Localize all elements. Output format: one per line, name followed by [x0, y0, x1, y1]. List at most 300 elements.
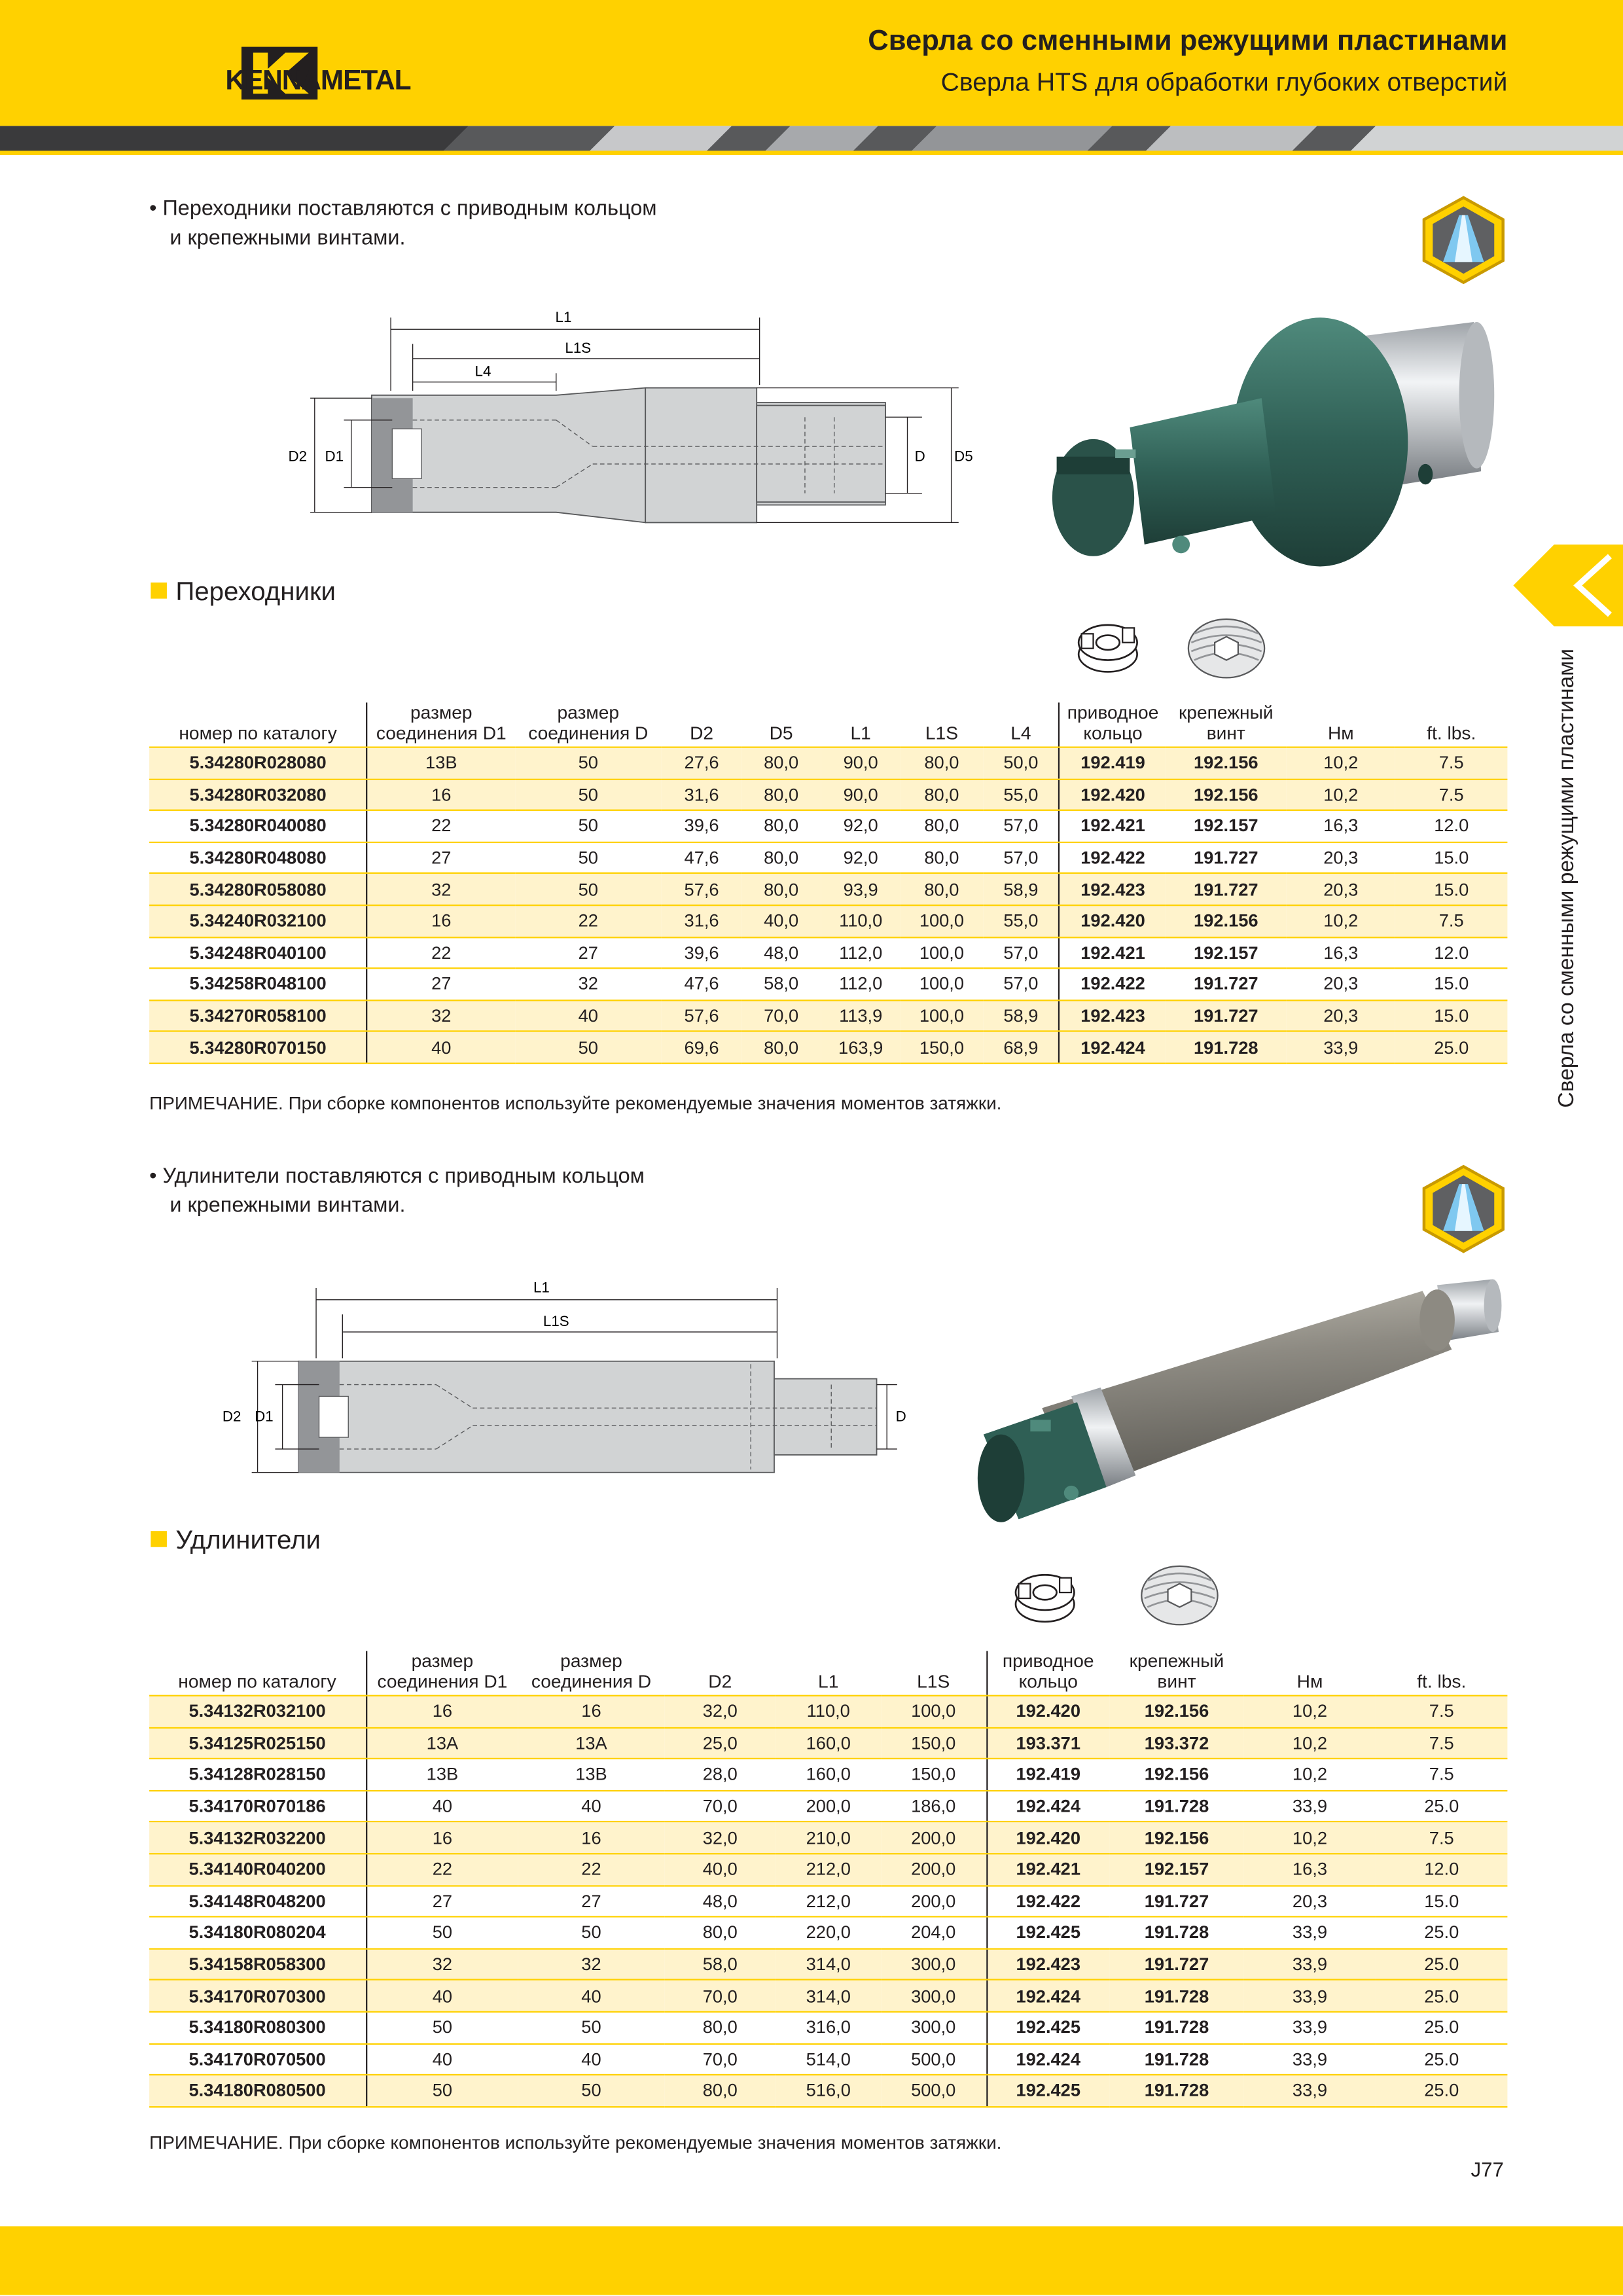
table-cell: 192.156 — [1109, 1822, 1244, 1854]
table-cell: 20,3 — [1287, 874, 1396, 905]
adapters-note: ПРИМЕЧАНИЕ. При сборке компонентов используйте рекомендуемые значения моментов затяжки. — [149, 1093, 1002, 1114]
table-cell: 13B — [367, 747, 514, 779]
table-cell: 16,3 — [1244, 1854, 1376, 1885]
table-cell: 5.34180R080204 — [149, 1917, 366, 1948]
adapters-table-header — [149, 702, 1507, 747]
table-cell: 40 — [366, 1980, 518, 2011]
table-cell: 50 — [514, 842, 662, 874]
ext-col-l1: L1 — [776, 1651, 881, 1696]
page-title: Сверла со сменными режущими пластинами — [868, 25, 1508, 58]
table-cell: 25.0 — [1376, 1980, 1507, 2011]
table-cell: 192.156 — [1166, 905, 1287, 937]
extensions-table-body — [149, 1696, 1507, 2107]
table-cell: 48,0 — [741, 937, 821, 968]
table-cell: 191.728 — [1109, 1980, 1244, 2011]
table-row — [149, 1980, 1507, 2011]
table-cell: 191.728 — [1109, 2043, 1244, 2075]
table-cell: 20,3 — [1244, 1885, 1376, 1916]
table-cell: 192.420 — [1060, 779, 1166, 810]
table-cell: 80,0 — [901, 779, 983, 810]
table-cell: 500,0 — [881, 2075, 986, 2106]
label-D1: D1 — [325, 448, 344, 465]
table-cell: 40,0 — [664, 1854, 776, 1885]
table-cell: 7.5 — [1395, 747, 1507, 779]
table-cell: 57,6 — [662, 874, 741, 905]
table-cell: 10,2 — [1287, 905, 1396, 937]
table-cell: 212,0 — [776, 1885, 881, 1916]
table-cell: 192.421 — [1060, 810, 1166, 842]
table-row — [149, 874, 1507, 905]
table-cell: 191.727 — [1166, 969, 1287, 1000]
table-cell: 192.424 — [986, 2043, 1109, 2075]
table-cell: 22 — [367, 810, 514, 842]
table-cell: 22 — [367, 937, 514, 968]
table-row — [149, 810, 1507, 842]
table-cell: 58,0 — [741, 969, 821, 1000]
ext-label-D: D — [895, 1408, 906, 1425]
table-cell: 57,0 — [983, 969, 1060, 1000]
table-cell: 10,2 — [1244, 1727, 1376, 1759]
table-cell: 80,0 — [741, 779, 821, 810]
table-cell: 80,0 — [664, 2012, 776, 2043]
col-d5: D5 — [741, 702, 821, 747]
adapter-technical-drawing — [278, 300, 980, 534]
table-cell: 160,0 — [776, 1759, 881, 1790]
table-cell: 193.371 — [986, 1727, 1109, 1759]
table-cell: 33,9 — [1287, 1031, 1396, 1063]
table-cell: 200,0 — [881, 1822, 986, 1854]
page-number: J77 — [1471, 2157, 1504, 2181]
table-cell: 33,9 — [1244, 1917, 1376, 1948]
table-cell: 32 — [518, 1948, 665, 1980]
label-L1S: L1S — [565, 339, 592, 356]
table-cell: 191.728 — [1109, 1791, 1244, 1822]
table-cell: 5.34280R032080 — [149, 779, 367, 810]
table-cell: 316,0 — [776, 2012, 881, 2043]
table-cell: 50 — [514, 810, 662, 842]
page-subtitle: Сверла HTS для обработки глубоких отверстий — [940, 67, 1508, 97]
table-cell: 32 — [367, 1000, 514, 1031]
table-cell: 192.156 — [1166, 747, 1287, 779]
table-cell: 80,0 — [901, 842, 983, 874]
logo-text: KENNAMETAL — [225, 65, 411, 97]
table-cell: 5.34170R070500 — [149, 2043, 366, 2075]
table-cell: 50 — [518, 2075, 665, 2106]
table-cell: 5.34158R058300 — [149, 1948, 366, 1980]
table-cell: 5.34280R040080 — [149, 810, 367, 842]
table-cell: 25.0 — [1376, 1791, 1507, 1822]
table-row — [149, 1759, 1507, 1790]
label-L1: L1 — [555, 308, 572, 325]
table-row — [149, 1885, 1507, 1916]
table-cell: 55,0 — [983, 779, 1060, 810]
table-cell: 22 — [518, 1854, 665, 1885]
label-D2: D2 — [288, 448, 308, 465]
table-cell: 15.0 — [1395, 874, 1507, 905]
table-cell: 40,0 — [741, 905, 821, 937]
table-cell: 40 — [518, 1980, 665, 2011]
extension-product-image — [954, 1274, 1510, 1537]
table-cell: 5.34280R070150 — [149, 1031, 367, 1063]
col-ftlbs: ft. lbs. — [1395, 702, 1507, 747]
table-cell: 192.424 — [1060, 1031, 1166, 1063]
table-cell: 10,2 — [1244, 1759, 1376, 1790]
table-cell: 33,9 — [1244, 2075, 1376, 2106]
table-cell: 33,9 — [1244, 2012, 1376, 2043]
ext-label-D2: D2 — [222, 1408, 241, 1425]
table-row — [149, 747, 1507, 779]
table-cell: 192.420 — [986, 1822, 1109, 1854]
table-cell: 15.0 — [1376, 1885, 1507, 1916]
table-row — [149, 969, 1507, 1000]
table-cell: 50 — [366, 2012, 518, 2043]
label-D: D — [914, 448, 925, 465]
table-cell: 50 — [514, 1031, 662, 1063]
table-cell: 7.5 — [1376, 1727, 1507, 1759]
table-cell: 31,6 — [662, 905, 741, 937]
table-cell: 50 — [514, 779, 662, 810]
table-cell: 12.0 — [1395, 937, 1507, 968]
table-cell: 27 — [518, 1885, 665, 1916]
table-cell: 80,0 — [901, 874, 983, 905]
table-cell: 15.0 — [1395, 1000, 1507, 1031]
drive-ring-icon — [1073, 611, 1149, 687]
table-cell: 40 — [366, 2043, 518, 2075]
table-row — [149, 1822, 1507, 1854]
table-cell: 13B — [518, 1759, 665, 1790]
table-cell: 516,0 — [776, 2075, 881, 2106]
table-cell: 191.727 — [1166, 874, 1287, 905]
table-cell: 70,0 — [664, 2043, 776, 2075]
ext-label-L1: L1 — [533, 1279, 550, 1296]
table-cell: 70,0 — [664, 1980, 776, 2011]
drive-ring-icon-2 — [1010, 1560, 1086, 1636]
table-cell: 192.425 — [986, 1917, 1109, 1948]
table-cell: 192.157 — [1109, 1854, 1244, 1885]
table-row — [149, 1854, 1507, 1885]
table-cell: 100,0 — [901, 937, 983, 968]
table-cell: 191.727 — [1166, 1000, 1287, 1031]
adapter-product-image — [1042, 310, 1510, 581]
table-cell: 25,0 — [664, 1727, 776, 1759]
col-d: размер соединения D — [514, 702, 662, 747]
table-cell: 5.34128R028150 — [149, 1759, 366, 1790]
table-cell: 32,0 — [664, 1696, 776, 1727]
table-cell: 16 — [518, 1696, 665, 1727]
table-cell: 50 — [514, 874, 662, 905]
table-cell: 80,0 — [741, 1031, 821, 1063]
ext-label-D1: D1 — [255, 1408, 274, 1425]
table-cell: 50 — [366, 2075, 518, 2106]
table-cell: 93,9 — [821, 874, 901, 905]
adapters-bullet: • Переходники поставляются с приводным кольцом и крепежными винтами. — [149, 197, 657, 251]
ext-col-l1s: L1S — [881, 1651, 986, 1696]
table-cell: 27,6 — [662, 747, 741, 779]
ext-col-screw: крепежный винт — [1109, 1651, 1244, 1696]
table-cell: 40 — [518, 2043, 665, 2075]
table-cell: 300,0 — [881, 1980, 986, 2011]
table-cell: 191.727 — [1109, 1885, 1244, 1916]
table-cell: 90,0 — [821, 747, 901, 779]
table-cell: 112,0 — [821, 937, 901, 968]
table-cell: 25.0 — [1376, 2075, 1507, 2106]
table-cell: 40 — [518, 1791, 665, 1822]
table-cell: 150,0 — [881, 1727, 986, 1759]
table-cell: 50,0 — [983, 747, 1060, 779]
table-cell: 70,0 — [664, 1791, 776, 1822]
table-cell: 50 — [514, 747, 662, 779]
table-row — [149, 2012, 1507, 2043]
table-cell: 192.423 — [1060, 1000, 1166, 1031]
table-cell: 12.0 — [1376, 1854, 1507, 1885]
table-cell: 186,0 — [881, 1791, 986, 1822]
set-screw-icon-2 — [1135, 1557, 1223, 1633]
table-cell: 5.34125R025150 — [149, 1727, 366, 1759]
extensions-note: ПРИМЕЧАНИЕ. При сборке компонентов используйте рекомендуемые значения моментов затяжки. — [149, 2132, 1002, 2153]
table-cell: 47,6 — [662, 842, 741, 874]
table-cell: 5.34170R070300 — [149, 1980, 366, 2011]
table-row — [149, 1031, 1507, 1063]
table-cell: 16 — [367, 779, 514, 810]
table-cell: 5.34258R048100 — [149, 969, 367, 1000]
table-cell: 33,9 — [1244, 2043, 1376, 2075]
table-cell: 192.424 — [986, 1980, 1109, 2011]
table-cell: 5.34280R048080 — [149, 842, 367, 874]
table-cell: 192.425 — [986, 2075, 1109, 2106]
table-cell: 33,9 — [1244, 1980, 1376, 2011]
table-cell: 48,0 — [664, 1885, 776, 1916]
table-cell: 58,9 — [983, 1000, 1060, 1031]
table-cell: 16,3 — [1287, 937, 1396, 968]
table-cell: 57,0 — [983, 937, 1060, 968]
table-cell: 191.728 — [1166, 1031, 1287, 1063]
table-cell: 90,0 — [821, 779, 901, 810]
table-cell: 191.727 — [1166, 842, 1287, 874]
table-cell: 192.422 — [986, 1885, 1109, 1916]
extensions-table — [149, 1651, 1507, 2108]
extensions-table-header — [149, 1651, 1507, 1696]
table-cell: 100,0 — [881, 1696, 986, 1727]
table-row — [149, 1917, 1507, 1948]
table-cell: 150,0 — [901, 1031, 983, 1063]
col-l4: L4 — [983, 702, 1060, 747]
table-cell: 33,9 — [1244, 1791, 1376, 1822]
table-cell: 80,0 — [901, 810, 983, 842]
col-drive-ring: приводное кольцо — [1060, 702, 1166, 747]
table-cell: 314,0 — [776, 1980, 881, 2011]
table-cell: 31,6 — [662, 779, 741, 810]
table-cell: 314,0 — [776, 1948, 881, 1980]
table-cell: 200,0 — [776, 1791, 881, 1822]
table-cell: 7.5 — [1376, 1822, 1507, 1854]
table-cell: 27 — [514, 937, 662, 968]
ext-col-drive-ring: приводное кольцо — [986, 1651, 1109, 1696]
table-cell: 58,9 — [983, 874, 1060, 905]
table-cell: 80,0 — [741, 747, 821, 779]
table-cell: 13B — [366, 1759, 518, 1790]
ext-col-ftlbs: ft. lbs. — [1376, 1651, 1507, 1696]
coolant-hex-icon — [1419, 194, 1507, 285]
table-cell: 300,0 — [881, 1948, 986, 1980]
table-cell: 150,0 — [881, 1759, 986, 1790]
table-cell: 80,0 — [664, 2075, 776, 2106]
table-cell: 39,6 — [662, 810, 741, 842]
table-row — [149, 1791, 1507, 1822]
table-cell: 5.34132R032100 — [149, 1696, 366, 1727]
table-cell: 39,6 — [662, 937, 741, 968]
table-cell: 40 — [366, 1791, 518, 1822]
table-cell: 10,2 — [1244, 1822, 1376, 1854]
table-cell: 192.423 — [986, 1948, 1109, 1980]
table-cell: 192.157 — [1166, 937, 1287, 968]
table-cell: 25.0 — [1376, 1917, 1507, 1948]
table-row — [149, 1727, 1507, 1759]
table-cell: 15.0 — [1395, 842, 1507, 874]
table-row — [149, 937, 1507, 968]
col-d1: размер соединения D1 — [367, 702, 514, 747]
table-cell: 25.0 — [1395, 1031, 1507, 1063]
coolant-hex-icon-2 — [1419, 1164, 1507, 1255]
table-cell: 32 — [514, 969, 662, 1000]
adapters-section-title: Переходники — [151, 577, 336, 607]
table-cell: 57,0 — [983, 810, 1060, 842]
table-cell: 300,0 — [881, 2012, 986, 2043]
table-cell: 28,0 — [664, 1759, 776, 1790]
table-cell: 192.421 — [1060, 937, 1166, 968]
table-cell: 20,3 — [1287, 842, 1396, 874]
table-cell: 192.157 — [1166, 810, 1287, 842]
ext-col-d2: D2 — [664, 1651, 776, 1696]
table-cell: 25.0 — [1376, 1948, 1507, 1980]
table-cell: 70,0 — [741, 1000, 821, 1031]
table-cell: 163,9 — [821, 1031, 901, 1063]
table-cell: 16 — [366, 1696, 518, 1727]
table-row — [149, 842, 1507, 874]
label-L4: L4 — [474, 363, 491, 380]
table-row — [149, 779, 1507, 810]
col-catalog: номер по каталогу — [149, 702, 367, 747]
table-cell: 192.420 — [986, 1696, 1109, 1727]
table-cell: 192.156 — [1109, 1696, 1244, 1727]
header-stripes — [0, 126, 1623, 155]
table-cell: 5.34148R048200 — [149, 1885, 366, 1916]
table-cell: 191.727 — [1109, 1948, 1244, 1980]
table-cell: 68,9 — [983, 1031, 1060, 1063]
table-cell: 5.34280R028080 — [149, 747, 367, 779]
ext-label-L1S: L1S — [543, 1313, 569, 1330]
table-cell: 22 — [514, 905, 662, 937]
ext-col-d1: размер соединения D1 — [366, 1651, 518, 1696]
table-cell: 40 — [367, 1031, 514, 1063]
table-cell: 80,0 — [741, 842, 821, 874]
col-l1: L1 — [821, 702, 901, 747]
table-cell: 20,3 — [1287, 969, 1396, 1000]
table-cell: 5.34132R032200 — [149, 1822, 366, 1854]
table-cell: 192.423 — [1060, 874, 1166, 905]
table-row — [149, 1000, 1507, 1031]
adapters-table-body — [149, 747, 1507, 1064]
table-cell: 32 — [366, 1948, 518, 1980]
section-marker — [151, 583, 167, 599]
table-cell: 10,2 — [1287, 747, 1396, 779]
table-cell: 20,3 — [1287, 1000, 1396, 1031]
table-cell: 514,0 — [776, 2043, 881, 2075]
table-cell: 13A — [518, 1727, 665, 1759]
label-D5: D5 — [954, 448, 973, 465]
table-cell: 192.419 — [986, 1759, 1109, 1790]
table-cell: 113,9 — [821, 1000, 901, 1031]
table-row — [149, 905, 1507, 937]
table-cell: 220,0 — [776, 1917, 881, 1948]
table-cell: 160,0 — [776, 1727, 881, 1759]
extension-technical-drawing — [217, 1274, 919, 1493]
table-cell: 192.424 — [986, 1791, 1109, 1822]
table-row — [149, 2075, 1507, 2106]
table-cell: 7.5 — [1395, 779, 1507, 810]
table-cell: 110,0 — [821, 905, 901, 937]
table-cell: 191.728 — [1109, 2075, 1244, 2106]
ext-col-catalog: номер по каталогу — [149, 1651, 366, 1696]
table-cell: 192.422 — [1060, 842, 1166, 874]
table-cell: 5.34170R070186 — [149, 1791, 366, 1822]
table-cell: 5.34140R040200 — [149, 1854, 366, 1885]
table-cell: 5.34270R058100 — [149, 1000, 367, 1031]
table-cell: 200,0 — [881, 1854, 986, 1885]
side-label: Сверла со сменными режущими пластинами — [1554, 649, 1579, 1108]
table-cell: 40 — [514, 1000, 662, 1031]
table-cell: 5.34248R040100 — [149, 937, 367, 968]
table-cell: 7.5 — [1395, 905, 1507, 937]
table-cell: 50 — [518, 1917, 665, 1948]
table-cell: 50 — [518, 2012, 665, 2043]
table-cell: 7.5 — [1376, 1696, 1507, 1727]
table-cell: 12.0 — [1395, 810, 1507, 842]
table-cell: 200,0 — [881, 1885, 986, 1916]
extensions-bullet: • Удлинители поставляются с приводным кольцом и крепежными винтами. — [149, 1165, 645, 1218]
table-cell: 10,2 — [1287, 779, 1396, 810]
table-cell: 100,0 — [901, 969, 983, 1000]
table-cell: 25.0 — [1376, 2043, 1507, 2075]
col-nm: Нм — [1287, 702, 1396, 747]
table-cell: 92,0 — [821, 810, 901, 842]
table-cell: 80,0 — [664, 1917, 776, 1948]
table-cell: 100,0 — [901, 905, 983, 937]
table-cell: 32 — [367, 874, 514, 905]
table-cell: 100,0 — [901, 1000, 983, 1031]
table-cell: 5.34180R080300 — [149, 2012, 366, 2043]
table-cell: 57,6 — [662, 1000, 741, 1031]
table-cell: 27 — [367, 969, 514, 1000]
table-cell: 13A — [366, 1727, 518, 1759]
table-row — [149, 1696, 1507, 1727]
table-cell: 32,0 — [664, 1822, 776, 1854]
table-cell: 57,0 — [983, 842, 1060, 874]
table-cell: 192.156 — [1166, 779, 1287, 810]
section-marker-2 — [151, 1531, 167, 1547]
side-tab-arrow-icon — [1513, 545, 1623, 626]
table-cell: 58,0 — [664, 1948, 776, 1980]
table-cell: 27 — [366, 1885, 518, 1916]
table-cell: 69,6 — [662, 1031, 741, 1063]
footer-band — [0, 2226, 1623, 2295]
ext-col-nm: Нм — [1244, 1651, 1376, 1696]
table-row — [149, 1948, 1507, 1980]
table-cell: 22 — [366, 1854, 518, 1885]
table-cell: 47,6 — [662, 969, 741, 1000]
table-cell: 204,0 — [881, 1917, 986, 1948]
table-cell: 192.156 — [1109, 1759, 1244, 1790]
table-cell: 210,0 — [776, 1822, 881, 1854]
